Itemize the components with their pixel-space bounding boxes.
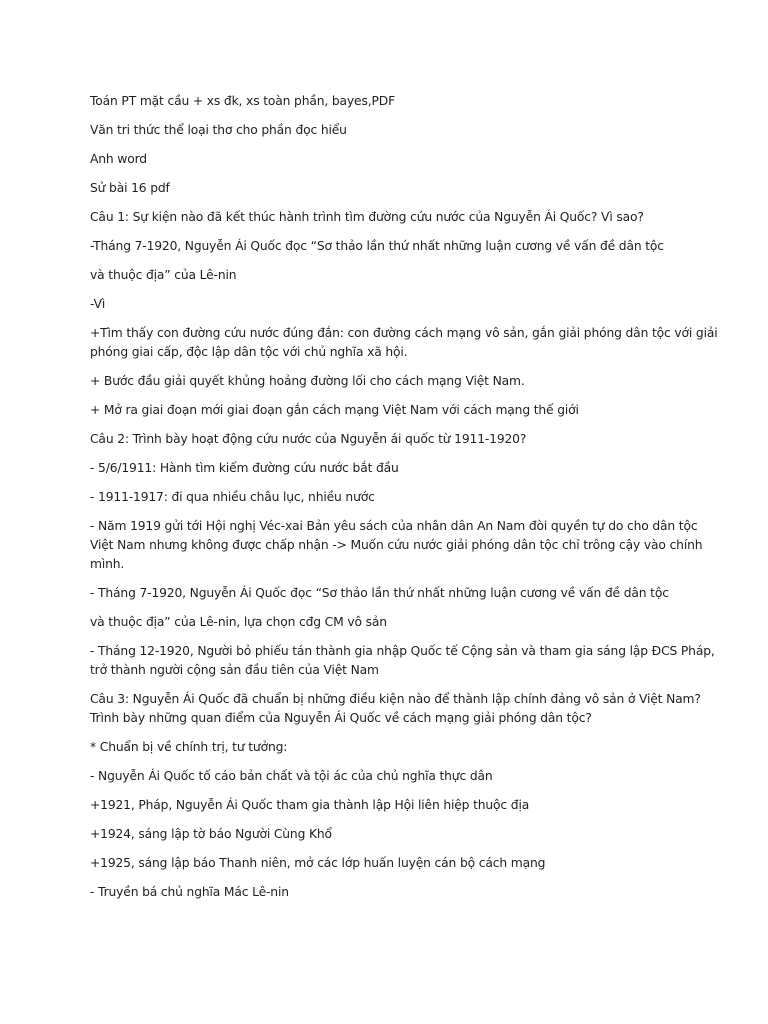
text-line: Câu 1: Sự kiện nào đã kết thúc hành trình tìm đường cứu nước của Nguyễn Ái Quốc? Vì sao? [90, 210, 644, 224]
text-line: +1925, sáng lập báo Thanh niên, mở các lớp huấn luyện cán bộ cách mạng [90, 856, 546, 870]
text-line: - Tháng 12-1920, Người bỏ phiếu tán thành gia nhập Quốc tế Cộng sản và tham gia sáng lập ĐCS Pháp, [90, 644, 715, 658]
text-line: Anh word [90, 152, 147, 166]
text-line: - Năm 1919 gửi tới Hội nghị Véc-xai Bản yêu sách của nhân dân An Nam đòi quyền tự do cho dân tộc [90, 519, 698, 533]
text-line: - 1911-1917: đi qua nhiều châu lục, nhiều nước [90, 490, 375, 504]
text-line: Việt Nam nhưng không được chấp nhận -> Muốn cứu nước giải phóng dân tộc chỉ trông cậy vào chính [90, 538, 703, 552]
text-line: + Mở ra giai đoạn mới giai đoạn gắn cách mạng Việt Nam với cách mạng thế giới [90, 403, 579, 417]
text-line: và thuộc địa” của Lê-nin [90, 268, 237, 282]
text-line: Toán PT mặt cầu + xs đk, xs toàn phần, bayes,PDF [90, 94, 395, 108]
text-line: +1924, sáng lập tờ báo Người Cùng Khổ [90, 827, 332, 841]
text-line: - Truyền bá chủ nghĩa Mác Lê-nin [90, 885, 289, 899]
text-line: và thuộc địa” của Lê-nin, lựa chọn cđg CM vô sản [90, 615, 387, 629]
text-line: Câu 3: Nguyễn Ái Quốc đã chuẩn bị những điều kiện nào để thành lập chính đảng vô sản ở Việt Nam? [90, 692, 701, 706]
text-line: -Tháng 7-1920, Nguyễn Ái Quốc đọc “Sơ thảo lần thứ nhất những luận cương về vấn đề dân tộc [90, 239, 664, 253]
text-line: - Nguyễn Ái Quốc tố cáo bản chất và tội ác của chủ nghĩa thực dân [90, 769, 493, 783]
text-line: Trình bày những quan điểm của Nguyễn Ái Quốc về cách mạng giải phóng dân tộc? [90, 711, 592, 725]
text-line: +Tìm thấy con đường cứu nước đúng đắn: con đường cách mạng vô sản, gắn giải phóng dân tộc với giải [90, 326, 718, 340]
text-line: + Bước đầu giải quyết khủng hoảng đường lối cho cách mạng Việt Nam. [90, 374, 525, 388]
text-line: phóng giai cấp, độc lập dân tộc với chủ nghĩa xã hội. [90, 345, 408, 359]
text-line: +1921, Pháp, Nguyễn Ái Quốc tham gia thành lập Hội liên hiệp thuộc địa [90, 798, 530, 812]
text-line: -Vì [90, 297, 106, 311]
text-line: Văn tri thức thể loại thơ cho phần đọc hiểu [90, 123, 347, 137]
text-line: * Chuẩn bị về chính trị, tư tưởng: [90, 740, 288, 754]
text-line: Câu 2: Trình bày hoạt động cứu nước của Nguyễn ái quốc từ 1911-1920? [90, 432, 527, 446]
text-line: - 5/6/1911: Hành tìm kiếm đường cứu nước bắt đầu [90, 461, 399, 475]
text-line: mình. [90, 557, 125, 571]
text-line: Sử bài 16 pdf [90, 181, 170, 195]
text-line: trở thành người cộng sản đầu tiên của Việt Nam [90, 663, 379, 677]
text-line: - Tháng 7-1920, Nguyễn Ái Quốc đọc “Sơ thảo lần thứ nhất những luận cương về vấn đề dân tộc [90, 586, 669, 600]
